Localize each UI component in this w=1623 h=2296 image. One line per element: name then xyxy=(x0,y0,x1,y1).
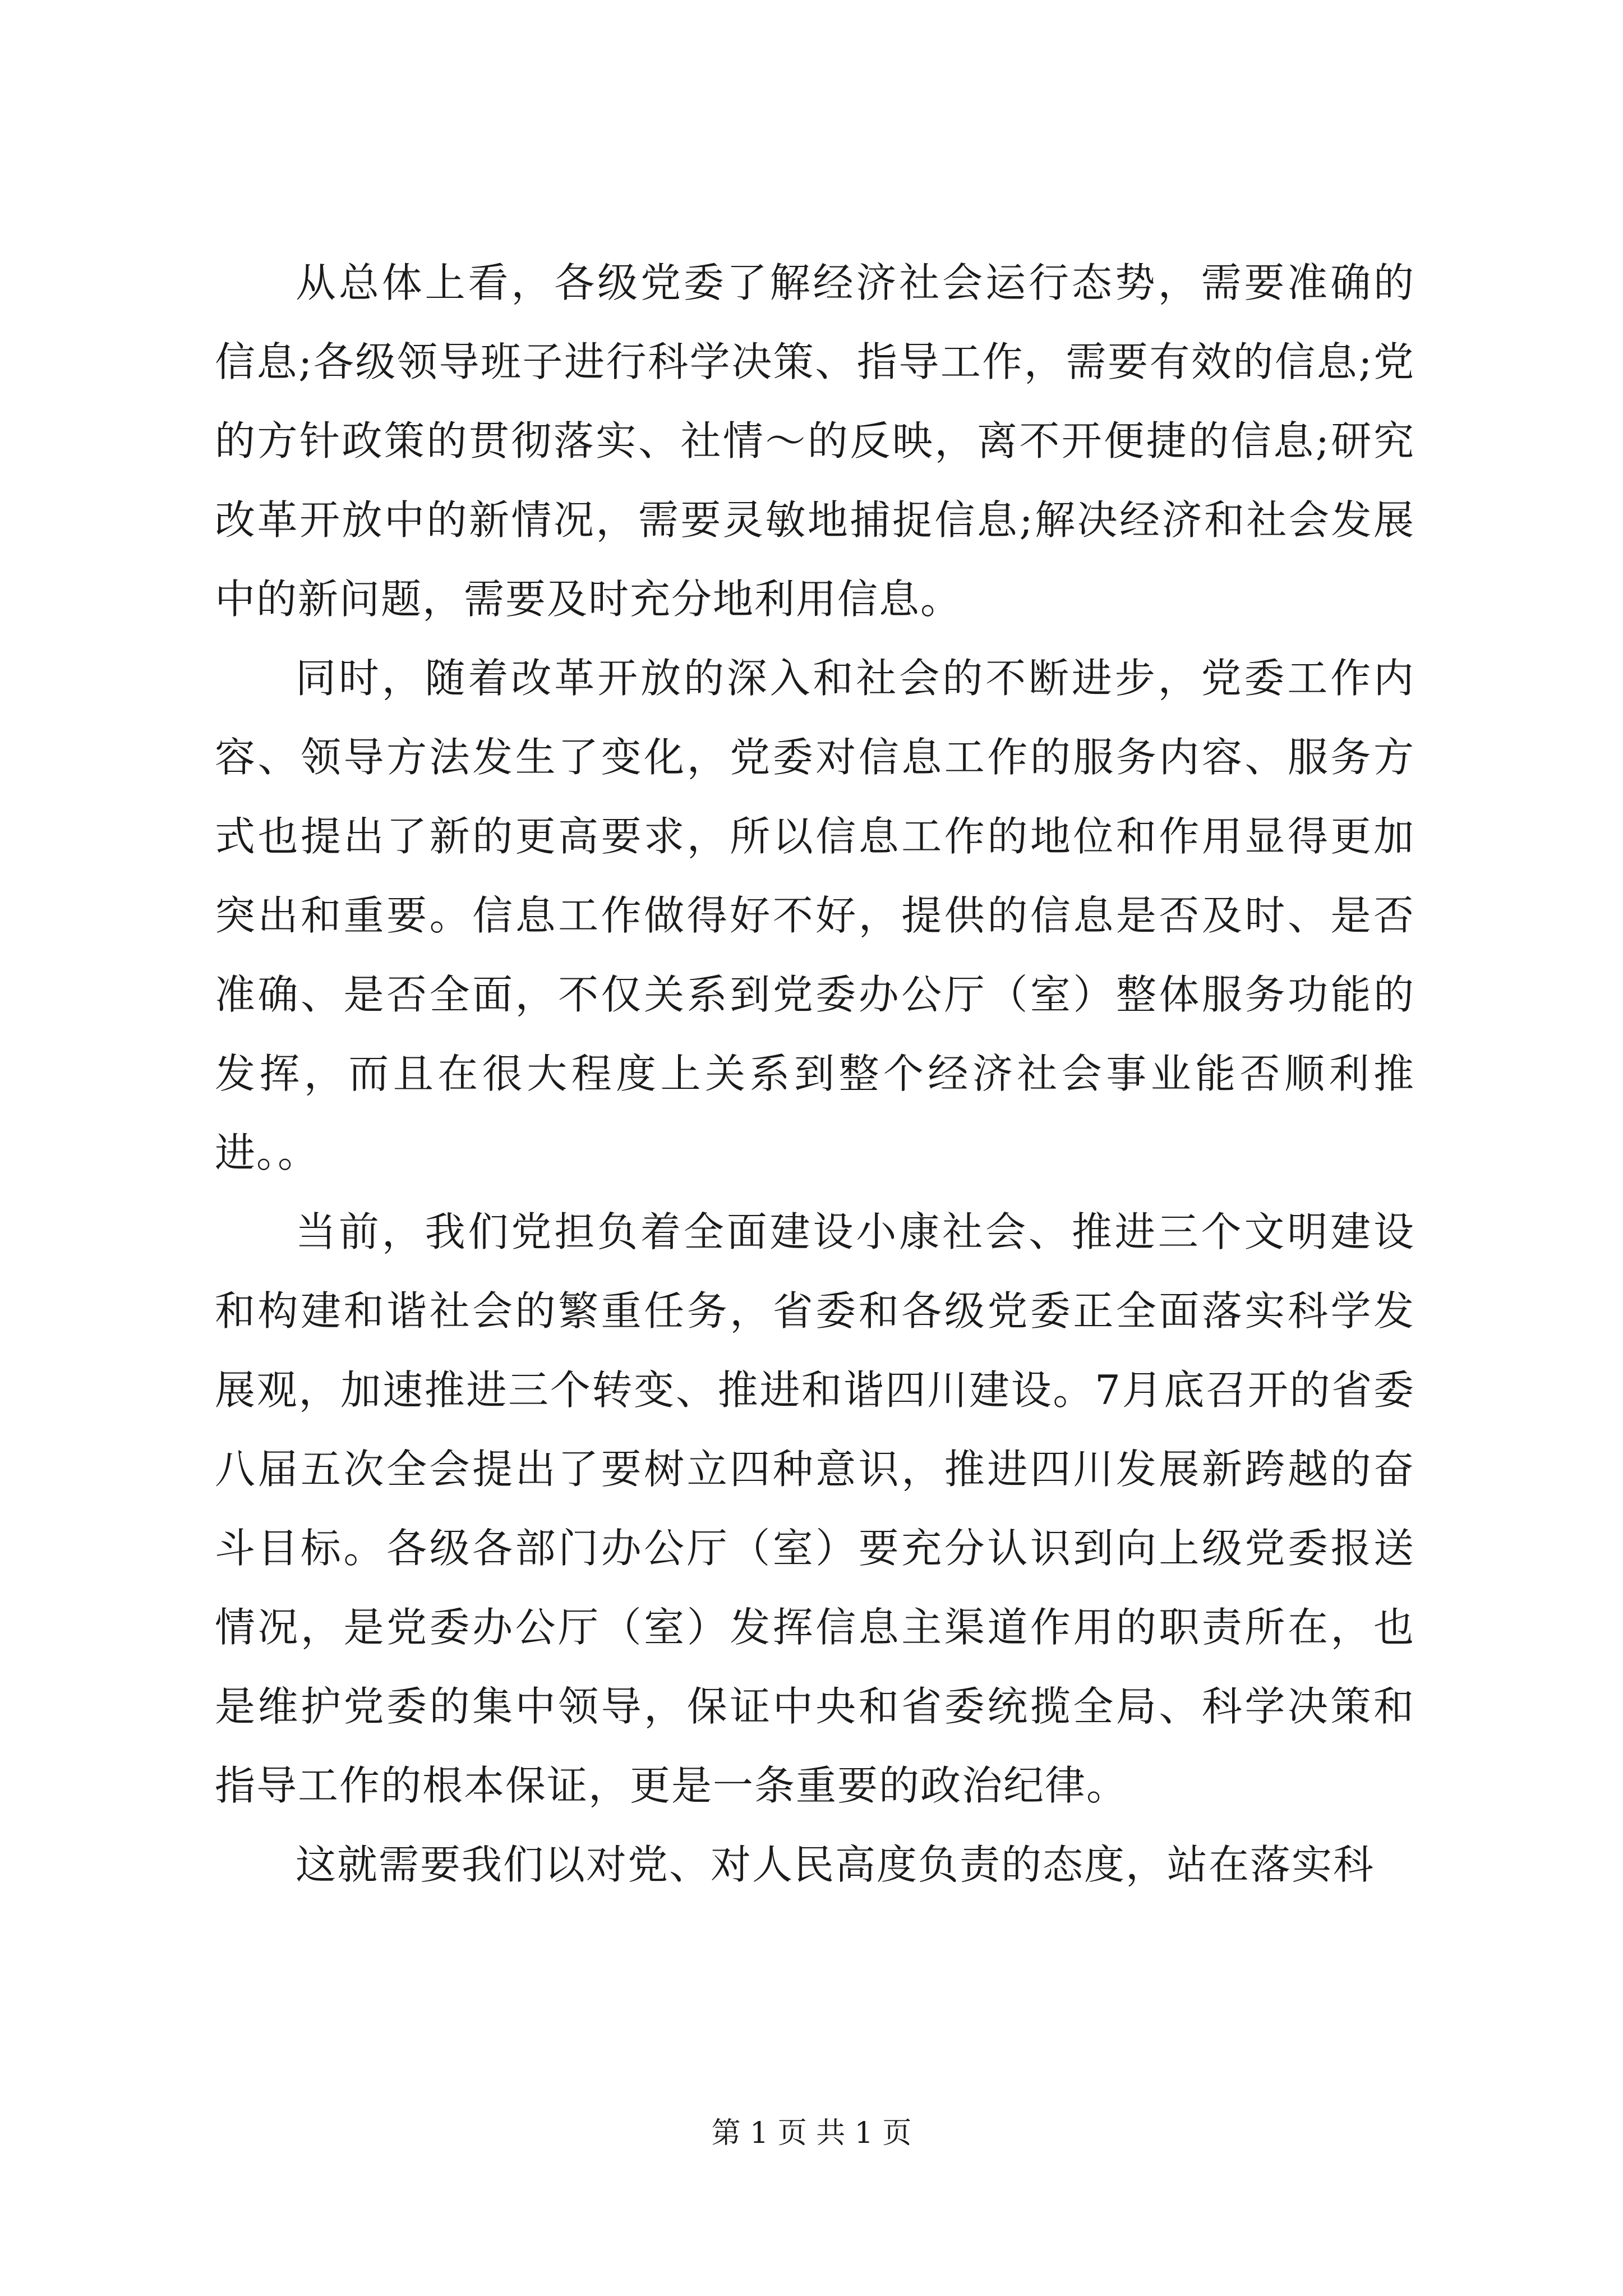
paragraph-4: 这就需要我们以对党、对人民高度负责的态度，站在落实科 xyxy=(296,1841,1375,1888)
paragraph-3: 当前，我们党担负着全面建设小康社会、推进三个文明建设和构建和谐社会的繁重任务，省委和各级党委正全面落实科学发展观，加速推进三个转变、推进和谐四川建设。7月底召开的省委八届五次全会提出了要树立四种意识，推进四川发展新跨越的奋斗目标。各级各部门办公厅（室）要充分认识到向上级党委报送情况，是党委办公厅（室）发挥信息主渠道作用的职责所在，也是维护党委的集中领导，保证中央和省委统揽全局、科学决策和指导工作的根本保证，更是一条重要的政治纪律。 xyxy=(215,1208,1415,1809)
paragraph-1: 从总体上看，各级党委了解经济社会运行态势，需要准确的信息;各级领导班子进行科学决策、指导工作，需要有效的信息;党的方针政策的贯彻落实、社情～的反映，离不开便捷的信息;研究改革开放中的新情况，需要灵敏地捕捉信息;解决经济和社会发展中的新问题，需要及时充分地利用信息。 xyxy=(215,259,1415,623)
document-body xyxy=(215,243,1415,1904)
page-number-footer: 第 1 页 共 1 页 xyxy=(711,2116,912,2150)
paragraph-2: 同时，随着改革开放的深入和社会的不断进步，党委工作内容、领导方法发生了变化，党委对信息工作的服务内容、服务方式也提出了新的更高要求，所以信息工作的地位和作用显得更加突出和重要。信息工作做得好不好，提供的信息是否及时、是否准确、是否全面，不仅关系到党委办公厅（室）整体服务功能的发挥，而且在很大程度上关系到整个经济社会事业能否顺利推进。。 xyxy=(215,655,1415,1176)
